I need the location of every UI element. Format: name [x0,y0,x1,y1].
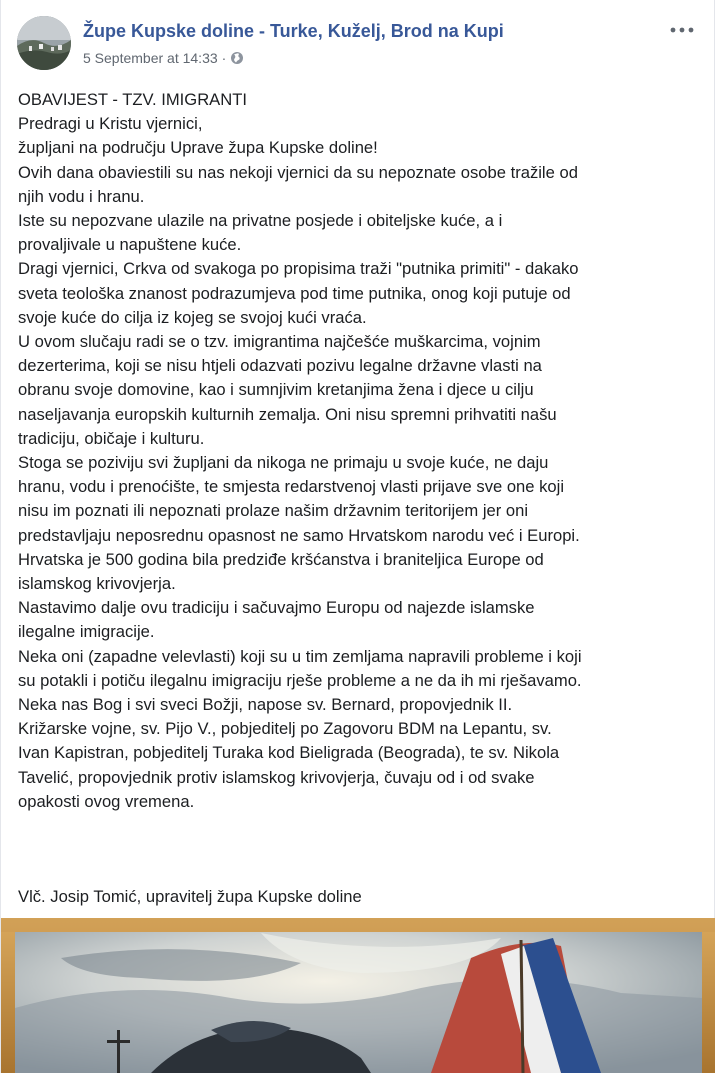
post-line: su potakli i potiču ilegalnu imigraciju rješe probleme a ne da ih mi rješavamo. [18,670,582,690]
page-avatar[interactable] [17,16,71,70]
post-line: ilegalne imigracije. [18,622,155,642]
post-line: predstavljaju neposrednu opasnost ne samo Hrvatskom narodu već i Europi. [18,525,580,545]
post-line: U ovom slučaju radi se o tzv. imigrantima najčešće muškarcima, vojnim [18,332,541,352]
post-meta [83,50,244,66]
post-line: Križarske vojne, sv. Pijo V., pobjeditelj po Zagovoru BDM na Lepantu, sv. [18,719,552,739]
post-line: Iste su nepozvane ulazile na privatne posjede i obiteljske kuće, a i [18,211,503,231]
painting-image [1,918,715,1073]
post-line: hranu, vodu i prenoćište, te smjesta redarstvenoj vlasti prijave sve one koji [18,477,565,497]
post-line: tradiciju, običaje i kulturu. [18,428,205,448]
post-line: Tavelić, propovjednik protiv islamskog krivovjerja, čuvaju od i od svake [18,767,535,787]
post-line: Neka nas Bog i svi sveci Božji, napose sv. Bernard, propovjednik II. [18,695,513,715]
post-line: Stoga se poziviju svi župljani da nikoga ne primaju u svoje kuće, ne daju [18,453,549,473]
post-line: islamskog krivovjerja. [18,574,176,594]
post-line: Hrvatska je 500 godina bila predziđe kršćanstva i braniteljica Europe od [18,549,544,569]
post-image[interactable] [1,918,715,1073]
post-line: obranu svoje domovine, kao i sumnjivim kretanjima žena i djece u cilju [18,380,534,400]
post-line: Dragi vjernici, Crkva od svakoga po propisima traži "putnika primiti" - dakako [18,259,579,279]
post-line: Ovih dana obaviestili su nas nekoji vjernici da su nepoznate osobe tražile od [18,162,578,182]
post-line: Neka oni (zapadne velevlasti) koji su u tim zemljama napravili probleme i koji [18,646,582,666]
more-options-icon [670,27,694,33]
post-signature: Vlč. Josip Tomić, upravitelj župa Kupske doline [18,887,362,906]
post-line: njih vodu i hranu. [18,186,145,206]
post-line: nisu im poznati ili nepoznati prolaze našim državnim teritorijem jer oni [18,501,529,521]
post-line: župljani na području Uprave župa Kupske doline! [18,138,378,158]
post-body [18,88,708,814]
page-name-link[interactable]: Župe Kupske doline - Turke, Kuželj, Brod na Kupi [83,21,504,41]
post-line: Ivan Kapistran, pobjeditelj Turaka kod Bieligrada (Beograda), te sv. Nikola [18,743,560,763]
post-line: Nastavimo dalje ovu tradiciju i sačuvajmo Europu od najezde islamske [18,598,535,618]
more-options-button[interactable] [668,20,696,40]
globe-icon[interactable] [230,51,244,65]
post-line: opakosti ovog vremena. [18,791,195,811]
post-line: OBAVIJEST - TZV. IMIGRANTI [18,90,247,109]
post-line: naseljavanja europskih kulturnih zemalja. Oni nisu spremni prihvatiti našu [18,404,557,424]
post-line: dezerterima, koji se nisu htjeli odazvati pozivu legalne državne vlasti na [18,356,542,376]
post-line: Predragi u Kristu vjernici, [18,114,203,134]
page-avatar-image [17,16,71,70]
post-line: svoje kuće do cilja iz kojeg se svojoj kući vraća. [18,307,367,327]
post-timestamp[interactable]: 5 September at 14:33 [83,50,218,66]
meta-separator: · [221,50,227,66]
post-line: sveta teološka znanost podrazumjeva pod time putnika, onog koji putuje od [18,283,571,303]
post-line: provaljivale u napuštene kuće. [18,235,242,255]
post-header [17,14,700,74]
